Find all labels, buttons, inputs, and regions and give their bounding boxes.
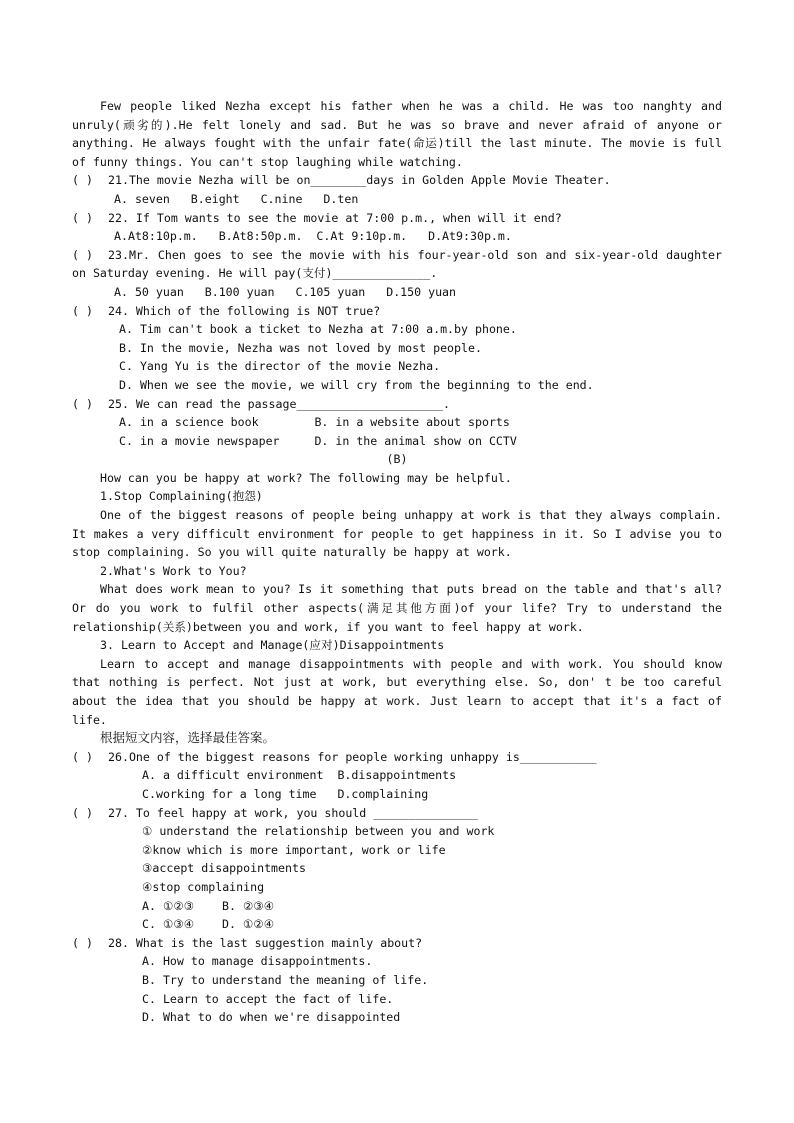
answer-blank[interactable]: ( )	[72, 396, 93, 411]
option-c: C. Learn to accept the fact of life.	[142, 991, 394, 1006]
answer-blank[interactable]: ( )	[72, 173, 93, 188]
question-26	[72, 748, 722, 804]
option-d: D. When we see the movie, we will cry from the beginning to the end.	[119, 377, 594, 392]
section-heading-2: 2.What's Work to You?	[100, 563, 247, 578]
answer-blank[interactable]: ( )	[72, 210, 93, 225]
option-b: B. In the movie, Nezha was not loved by most people.	[119, 340, 482, 355]
passage-a-paragraph: Few people liked Nezha except his father when he was a child. He was too nanghty and unruly(顽劣的).He felt lonely and sad. But he was so brave and never afraid of anyone or anything. He always fought with the unfair fate(命运)till the last minute. The movie is full of funny things. You can't stop laughing while watching.	[72, 99, 722, 169]
question-stem: 25. We can read the passage_____________________.	[108, 396, 451, 411]
question-stem: 27. To feel happy at work, you should _______________	[108, 805, 478, 820]
option-a: A. How to manage disappointments.	[142, 954, 373, 969]
worksheet-page	[72, 97, 722, 1027]
answer-blank[interactable]: ( )	[72, 935, 93, 950]
statement-3: ③accept disappointments	[142, 861, 306, 876]
section-b-label: (B)	[386, 452, 408, 467]
option-line: A. a difficult environment B.disappointments	[142, 768, 457, 783]
answer-blank[interactable]: ( )	[72, 749, 93, 764]
section-b-intro: How can you be happy at work? The following may be helpful.	[100, 470, 512, 485]
statement-2: ②know which is more important, work or life	[142, 842, 446, 857]
option-b: B. Try to understand the meaning of life.	[142, 972, 429, 987]
question-stem: 26.One of the biggest reasons for people working unhappy is___________	[108, 749, 597, 764]
statement-4: ④stop complaining	[142, 879, 265, 894]
question-stem: 22. If Tom wants to see the movie at 7:00 p.m., when will it end?	[108, 210, 562, 225]
option-line: A. 50 yuan B.100 yuan C.105 yuan D.150 yuan	[114, 284, 457, 299]
question-22	[72, 209, 722, 246]
option-line: C. in a movie newspaper D. in the animal show on CCTV	[119, 433, 517, 448]
statement-1: ① understand the relationship between you and work	[142, 824, 495, 839]
option-line: C.working for a long time D.complaining	[142, 786, 429, 801]
option-a: A. Tim can't book a ticket to Nezha at 7:00 a.m.by phone.	[119, 322, 517, 337]
question-27	[72, 804, 722, 934]
question-21	[72, 171, 722, 208]
section-heading-3: 3. Learn to Accept and Manage(应对)Disappointments	[100, 638, 445, 653]
answer-blank[interactable]: ( )	[72, 247, 93, 262]
question-23	[72, 246, 722, 302]
section-paragraph-3: Learn to accept and manage disappointments with people and with work. You should know that nothing is perfect. Not just at work, but everything else. So, don' t be too careful about the idea that you should be happy at work. Just learn to accept that it's a fact of life.	[72, 656, 722, 727]
option-line: A. ①②③ B. ②③④	[142, 898, 275, 913]
question-stem: 28. What is the last suggestion mainly about?	[108, 935, 423, 950]
question-28	[72, 934, 722, 1027]
option-line: A. in a science book B. in a website about sports	[119, 415, 510, 430]
question-stem: 24. Which of the following is NOT true?	[108, 303, 381, 318]
section-paragraph-1: One of the biggest reasons of people being unhappy at work is that they always complain. It makes a very difficult environment for people to get happiness in it. So I advise you to stop complaining. So you will quite naturally be happy at work.	[72, 508, 722, 560]
question-24	[72, 302, 722, 395]
answer-blank[interactable]: ( )	[72, 805, 93, 820]
instruction-text: 根据短文内容，选择最佳答案。	[100, 730, 276, 746]
question-25	[72, 395, 722, 451]
option-line: C. ①③④ D. ①②④	[142, 917, 275, 932]
question-stem: 23.Mr. Chen goes to see the movie with his four-year-old son and six-year-old daughter on Saturday evening. He will pay(支付)______________.	[72, 247, 722, 281]
option-line: A. seven B.eight C.nine D.ten	[114, 191, 359, 206]
question-stem: 21.The movie Nezha will be on________days in Golden Apple Movie Theater.	[108, 173, 611, 188]
section-paragraph-2: What does work mean to you? Is it something that puts bread on the table and that's all? Or do you work to fulfil other aspects(满足其他方面)of your life? Try to understand the relationship(关系)between you and work, if you want to feel happy at work.	[72, 582, 722, 634]
option-line: A.At8:10p.m. B.At8:50p.m. C.At 9:10p.m. D.At9:30p.m.	[114, 229, 512, 244]
option-d: D. What to do when we're disappointed	[142, 1010, 401, 1025]
option-c: C. Yang Yu is the director of the movie Nezha.	[119, 359, 441, 374]
answer-blank[interactable]: ( )	[72, 303, 93, 318]
section-heading-1: 1.Stop Complaining(抱怨)	[100, 489, 263, 504]
